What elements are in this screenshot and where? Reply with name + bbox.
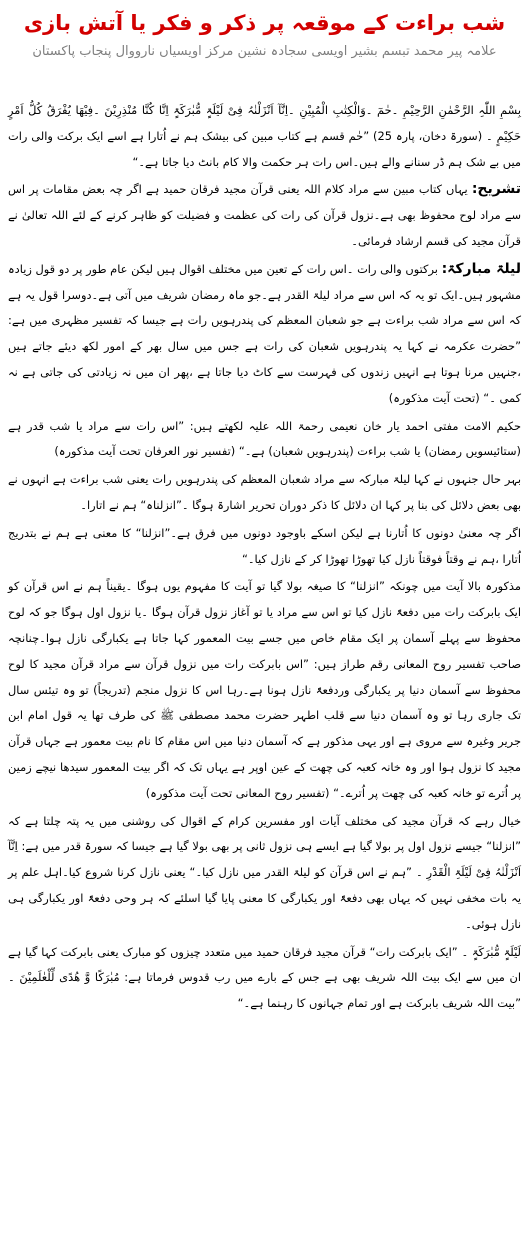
paragraph-text: اگر چہ معنیٰ دونوں کا اُتارنا ہے لیکن اسکے باوجود دونوں میں فرق ہے۔”انزلنا“ کا معنی ہے ہم نے بتدریج اُتارا ،ہم نے وقتاً فوقتاً نازل کیا تھوڑا تھوڑا کر کے نازل کیا۔“ [8,525,521,566]
article-paragraph [8,414,521,466]
article-body [8,98,521,1017]
paragraph-text: حکیم الامت مفتی احمد یار خان نعیمی رحمۃ اللہ علیہ لکھتے ہیں: ”اس رات سے مراد یا شب قدر ہے (ستائیسویں رمضان) یا شب براءت (پندرہویں شعبان) ہے۔“ (تفسیر نور العرفان تحت آیت مذکورہ) [8,418,521,459]
paragraph-text: یہاں کتاب مبین سے مراد کلام اللہ یعنی قرآن مجید فرقان حمید ہے اگر چہ بعض مقامات پر اس سے مراد لوح محفوظ بھی ہے۔نزول قرآن کی رات کی عظمت و فضیلت کو ظاہر کرنے کے لئے اللہ تعالیٰ نے قرآن مجید کی قسم ارشاد فرمائی۔ [8,182,521,248]
paragraph-text: لَیْلَۃٍ مُّبٰرَکَۃٍ ۔ ”ایک بابرکت رات“ قرآن مجید فرقان حمید میں متعدد چیزوں کو مبارک یعنی بابرکت کہا گیا ہے ان میں سے ایک بیت اللہ شریف بھی ہے جس کے بارے میں رب قدوس فرماتا ہے: مُبٰرَکًا وَّ ھُدًی لِّلْعٰلَمِیْنَ ۔ ”بیت اللہ شریف بابرکت ہے اور تمام جہانوں کا رہنما ہے۔“ [8,944,521,1011]
paragraph-heading: لیلۃ مبارکۃ: [441,260,521,277]
article-paragraph [8,177,521,254]
article-paragraph [8,467,521,519]
article-paragraph [8,257,521,412]
article-paragraph [8,940,521,1017]
paragraph-text: مذکورہ بالا آیت میں چونکہ ”انزلنا“ کا صیغہ بولا گیا تو آیت کا مفہوم یوں ہوگا ۔یقیناً ہم نے اس قرآن کو ایک بابرکت رات میں دفعۃً نازل کیا تو اس سے مراد یا تو آغاز نزول قرآن ہوگا ۔یا نزول اول ہوگا جو کہ لوح محفوظ سے پہلے آسمان پر ایک مقام خاص میں جسے بیت المعمور کہا جاتا ہے یکبارگی نازل ہوا۔چنانچہ صاحب تفسیر روح المعانی رقم طراز ہیں: ”اس بابرکت رات میں نزول قرآن سے مراد قرآن مجید کا لوح محفوظ سے آسمان دنیا پر یکبارگی وردفعۃً نازل ہونا ہے۔رہا اس کا نزول منجم (تدریجاً) تو وہ تیئس سال تک جاری رہا تو وہ آسمان دنیا سے قلب اطہر حضرت محمد مصطفی ﷺ کی طرف تھا یہ قول امام ابن جریر وغیرہ سے مروی ہے اور یہی مذکور ہے کہ آسمان دنیا میں اس مقام کا نام بیت معمور ہے جہاں قرآن مجید کا نزول ہوا اور وہ خانہ کعبہ کی چھت کے عین اوپر ہے یہاں تک کہ اگر بیت المعمور سیدھا نیچے زمین پر اُترے تو خانہ کعبہ کی چھت پر اُترے۔“ (تفسیر روح المعانی تحت آیت مذکورہ) [8,579,521,800]
paragraph-text: خیال رہے کہ قرآن مجید کی مختلف آیات اور مفسرین کرام کے اقوال کی روشنی میں یہ پتہ چلتا ہے کہ ”انزلنا“ جیسے نزول اول پر بولا گیا ہے ایسے ہی نزول ثانی پر بھی بولا گیا ہے جیسا کہ سورۃ قدر میں ہے: اِنَّآ اَنْزَلْنٰہُ فِیْ لَیْلَۃِ الْقَدْرِ ۔ ”ہم نے اس قرآن کو لیلۃ القدر میں نازل کیا۔“ یعنی نازل کرنا شروع کیا۔اہل علم پر یہ بات مخفی نہیں کہ یہاں بھی دفعۃً اور یکبارگی کا معنی پایا گیا اسلئے کہ ہر وحی دفعۃً اور یکبارگی ہی نازل ہوئی۔ [8,813,521,931]
paragraph-text: بہر حال جنہوں نے کہا لیلۃ مبارکہ سے مراد شعبان المعظم کی پندرہویں رات یعنی شب براءت ہے انہوں نے بھی بعض دلائل کی بنا پر کہا ان دلائل کا ذکر دوران تحریر اشارۃ ہوگا ۔”انزلناہ“ ہم نے اتارا۔ [8,472,521,512]
paragraph-text: برکتوں والی رات ۔اس رات کے تعین میں مختلف اقوال ہیں لیکن عام طور پر دو قول زیادہ مشہور ہیں۔ایک تو یہ کہ اس سے مراد لیلۃ القدر ہے۔جو ماہ رمضان شریف میں آتی ہے۔دوسرا قول یہ ہے کہ اس سے مراد شب براءت ہے جو شعبان المعظم کی پندرہویں رات ہے جیسا کہ تفسیر مظہری میں ہے: ”حضرت عکرمہ نے کہا یہ پندرہویں شعبان کی رات ہے جس میں سال بھر کے امور لکھ دیئے جاتے ہیں ،جنہیں مرنا ہوتا ہے انہیں زندوں کی فہرست سے کاٹ دیا جاتا ہے ،پھر ان میں نہ زیادتی کی جاتی ہے نہ کمی ۔“ (تحت آیت مذکورہ) [8,261,521,405]
article-paragraph [8,521,521,573]
article-title: شب براءت کے موقعہ پر ذکر و فکر یا آتش بازی [23,11,506,35]
article-paragraph [8,98,521,175]
paragraph-text: بِسْمِ اللّٰہِ الرَّحْمٰنِ الرَّحِیْمِ ۔حٰمٓ ۔وَالْکِتٰبِ الْمُبِیْنِ ۔اِنَّآ اَنْزَلْنٰہُ فِیْ لَیْلَۃٍ مُّبٰرَکَۃٍ اِنَّا کُنَّا مُنْذِرِیْنَ ۔فِیْھَا یُفْرَقُ کُلُّ اَمْرٍ حَکِیْمٍ ۔ (سورۃ دخان، پارہ 25) ”حٰم قسم ہے کتاب مبین کی بیشک ہم نے اُتارا ہے اسے ایک برکت والی رات میں بے شک ہم ڈر سنانے والے ہیں۔اس رات ہر حکمت والا کام بانٹ دیا جاتا ہے۔“ [8,103,521,169]
article-paragraph [8,574,521,806]
article-byline: علامہ پیر محمد تبسم بشیر اویسی سجادہ نشین مرکز اویسیاں نارووال پنجاب پاکستان [32,44,497,59]
article-paragraph [8,809,521,938]
paragraph-heading: تشریح: [471,181,521,198]
